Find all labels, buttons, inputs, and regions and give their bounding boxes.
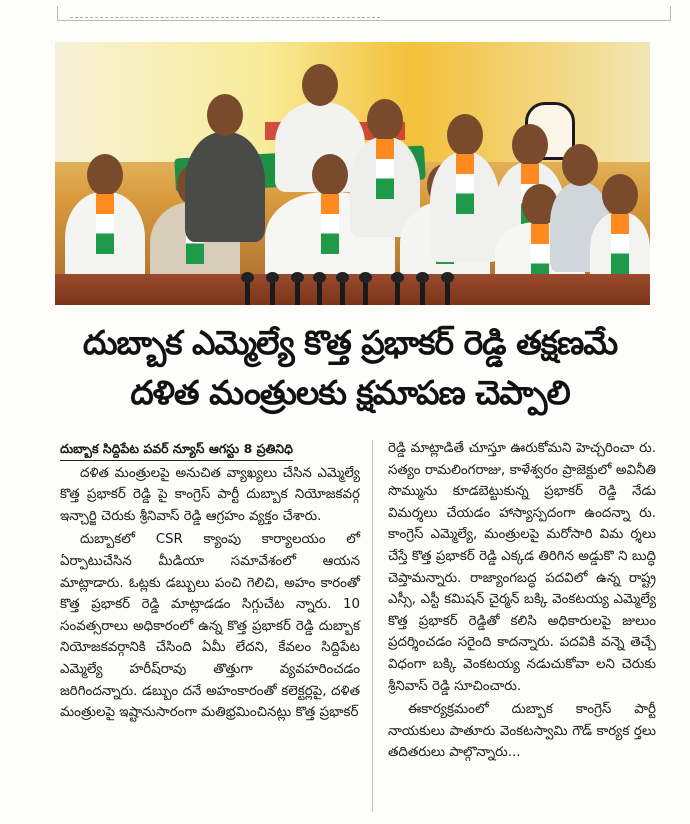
paragraph: దళిత మంత్రులపై అనుచిత వ్యాఖ్యలు చేసిన ఎమ్మెల్యే కొత్త ప్రభాకర్ రెడ్డి పై కాంగ్రెస్ పార్టీ దుబ్బాక నియోజకవర్గ ఇన్చార్జి చెరుకు శ్రీనివాస్ రెడ్డి ఆగ్రహం వ్యక్తం చేశారు. — [60, 465, 360, 524]
microphone-icon — [270, 280, 275, 305]
article-headline — [30, 318, 670, 418]
microphone-icon — [340, 280, 345, 305]
person-3 — [185, 132, 265, 242]
article-column-left — [60, 438, 360, 724]
paragraph: రెడ్డి మాట్లాడితే చూస్తూ ఊరుకోమని హెచ్చరించా రు. సత్యం రామలింగరాజు, కాళేశ్వరం ప్రాజెక్టులో అవినీతి సొమ్మును కూడబెట్టుకున్న ప్రభాకర్ రెడ్డి నేడు విమర్శలు చేయడం హాస్యాస్పదంగా ఉందన్నా రు. కాంగ్రెస్ ఎమ్మెల్యే, మంత్రులపై మరోసారి విమ ర్శలు చేస్తే కొత్త ప్రభాకర్ రెడ్డి ఎక్కడ తిరిగిన అడ్డుకొ ని బుద్ధి చెప్తామన్నారు. రాజ్యాంగబద్ధ పదవిలో ఉన్న రాష్ట్ర ఎస్సీ, ఎస్టీ కమిషన్ చైర్మన్ బక్కి వెంకటయ్య ఎమ్మెల్యే కొత్త ప్రభాకర్ రెడ్డితో కలిసి అధికారులపై జులుం ప్రదర్శించడం సరైంది కాదన్నారు. పదవికి వన్నె తెచ్చే విధంగా బక్కి వెంకటయ్య నడుచుకోవా లని చెరుకు శ్రీనివాస్ రెడ్డి సూచించారు. — [388, 441, 656, 694]
person-8 — [430, 152, 500, 262]
microphone-icon — [245, 280, 250, 305]
top-border-frame — [57, 6, 671, 21]
headline-line-1: దుబ్బాక ఎమ్మెల్యే కొత్త ప్రభాకర్ రెడ్డి తక్షణమే — [82, 323, 618, 362]
column-divider — [372, 440, 373, 812]
microphone-icon — [317, 280, 322, 305]
headline-line-2: దళిత మంత్రులకు క్షమాపణ చెప్పాలి — [130, 373, 570, 412]
paragraph: దుబ్బాకలో CSR క్యాంపు కార్యాలయం లో ఏర్పాటుచేసిన మీడియా సమావేశంలో ఆయన మాట్లాడారు. ఓట్లకు డబ్బులు పంచి గెలిచి, అహం కారంతో కొత్త ప్రభాకర్ రెడ్డి మాట్లాడడం సిగ్గుచేట న్నారు. 10 సంవత్సరాలు అధికారంలో ఉన్న కొత్త ప్రభాకర్ రెడ్డి దుబ్బాక నియోజకవర్గానికి చేసింది ఏమీ లేదని, కేవలం సిద్దిపేట ఎమ్మెల్యే హరీష్‌రావు తొత్తుగా వ్యవహరించడం జరిగిందన్నారు. డబ్బుం దనే అహంకారంతో కలెక్టర్లపై, దళిత మంత్రులపై ఇష్టానుసారంగా మతిభ్రమించినట్లు కొత్త ప్రభాకర్ — [60, 532, 360, 721]
microphone-icon — [363, 280, 368, 305]
article-column-right — [388, 438, 656, 764]
microphone-icon — [420, 280, 425, 305]
table-cover — [55, 274, 650, 305]
press-meet-photo — [55, 42, 650, 305]
microphone-icon — [395, 280, 400, 305]
microphone-icon — [445, 280, 450, 305]
microphone-icon — [295, 280, 300, 305]
paragraph: ఈకార్యక్రమంలో దుబ్బాక కాంగ్రెస్ పార్టీ నాయకులు పాతూరు వెంకటస్వామి గౌడ్ కార్యక ర్తలు తదితరులు పాల్గొన్నారు... — [388, 702, 656, 761]
dashed-rule — [70, 17, 380, 18]
dateline: దుబ్బాక సిద్దిపేట పవర్ న్యూస్ ఆగస్టు 8 ప్రతినిధి — [60, 438, 293, 461]
